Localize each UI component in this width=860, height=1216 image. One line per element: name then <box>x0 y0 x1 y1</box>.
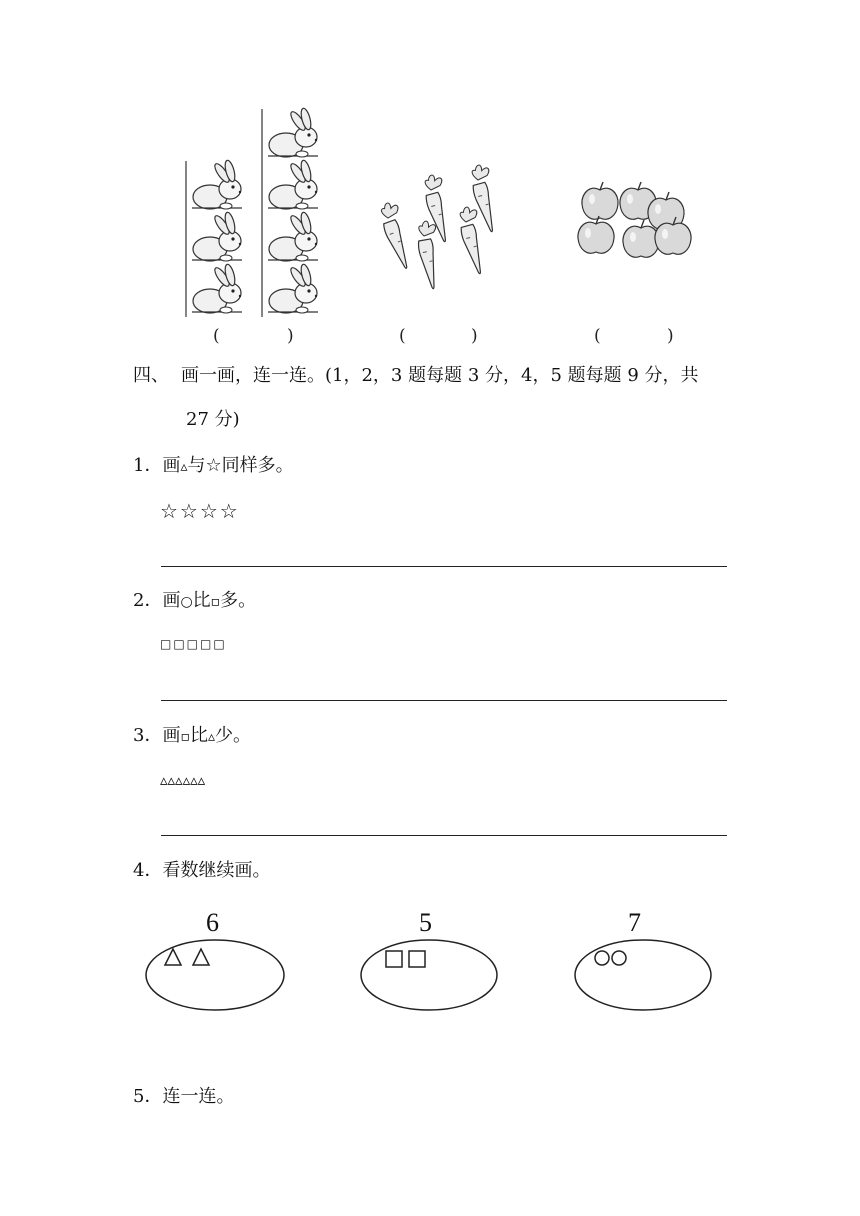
star-icon: ☆ <box>205 455 222 476</box>
rabbit-icon <box>186 211 242 265</box>
carrot-icon-group <box>366 176 511 296</box>
oval-group-3 <box>572 908 714 1012</box>
question-2-given-squares: □□□□□ <box>160 637 227 651</box>
apple-picture <box>574 180 699 270</box>
drawing-oval-3[interactable] <box>572 938 714 1012</box>
carrot-icon <box>467 163 504 234</box>
triangle-icon <box>165 949 181 965</box>
carrot-picture <box>366 176 511 296</box>
question-1 <box>133 454 294 479</box>
drawing-oval-2[interactable] <box>358 938 500 1012</box>
circle-icon <box>595 951 609 965</box>
question-1-rest: 同样多。 <box>221 455 294 476</box>
rabbit-icon-group <box>182 104 327 319</box>
question-3 <box>133 724 251 749</box>
answer-paren-right-2: ) <box>471 326 478 346</box>
question-1-answer-line[interactable] <box>161 566 727 567</box>
answer-paren-left-2: ( <box>399 326 406 346</box>
drawing-oval-1[interactable] <box>144 938 286 1012</box>
question-4-label: 4．看数继续画。 <box>133 860 271 881</box>
oval-group-2 <box>358 908 500 1012</box>
apple-icon <box>578 216 614 253</box>
section-number: 四、 <box>133 365 169 386</box>
rabbit-picture <box>182 104 327 319</box>
answer-paren-left-3: ( <box>594 326 601 346</box>
question-2-mid: 比 <box>192 590 211 611</box>
question-3-label: 3．画 <box>133 725 181 746</box>
question-2-rest: 多。 <box>220 590 257 611</box>
circle-icon <box>612 951 626 965</box>
oval-number-2: 5 <box>419 908 432 937</box>
question-3-rest: 少。 <box>214 725 251 746</box>
square-icon: ▫ <box>210 594 221 610</box>
section-heading-cont: 27 分) <box>186 409 240 430</box>
question-3-mid: 比 <box>189 725 208 746</box>
question-3-answer-line[interactable] <box>161 835 727 836</box>
question-1-given-stars: ☆☆☆☆ <box>160 499 240 523</box>
section-heading: 画一画，连一连。(1，2，3 题每题 3 分，4，5 题每题 9 分，共 <box>181 365 699 386</box>
answer-paren-right-1: ) <box>287 326 294 346</box>
square-icon <box>409 951 425 967</box>
oval-number-3: 7 <box>628 908 641 937</box>
question-5-label: 5．连一连。 <box>133 1086 235 1107</box>
rabbit-icon <box>262 159 318 213</box>
rabbit-icon <box>262 211 318 265</box>
triangle-icon: ▵ <box>180 459 188 475</box>
question-2 <box>133 589 256 614</box>
question-2-answer-line[interactable] <box>161 700 727 701</box>
rabbit-icon <box>262 263 318 317</box>
square-icon <box>386 951 402 967</box>
oval-group-1 <box>144 908 286 1012</box>
triangle-icon <box>193 949 209 965</box>
answer-paren-right-3: ) <box>667 326 674 346</box>
square-icon: ▫ <box>180 729 190 745</box>
circle-icon: ○ <box>180 594 193 610</box>
carrot-icon <box>376 200 418 271</box>
question-1-mid: 与 <box>187 455 206 476</box>
oval-number-1: 6 <box>206 908 219 937</box>
answer-paren-left-1: ( <box>213 326 220 346</box>
rabbit-icon <box>186 263 242 317</box>
triangle-icon: ▵ <box>207 729 215 745</box>
apple-icon-group <box>574 180 699 270</box>
question-2-label: 2．画 <box>133 590 181 611</box>
rabbit-icon <box>262 107 318 161</box>
rabbit-icon <box>186 159 242 213</box>
question-3-given-triangles: ▵▵▵▵▵▵ <box>160 771 206 789</box>
apple-icon <box>582 182 618 219</box>
question-1-label: 1．画 <box>133 455 181 476</box>
